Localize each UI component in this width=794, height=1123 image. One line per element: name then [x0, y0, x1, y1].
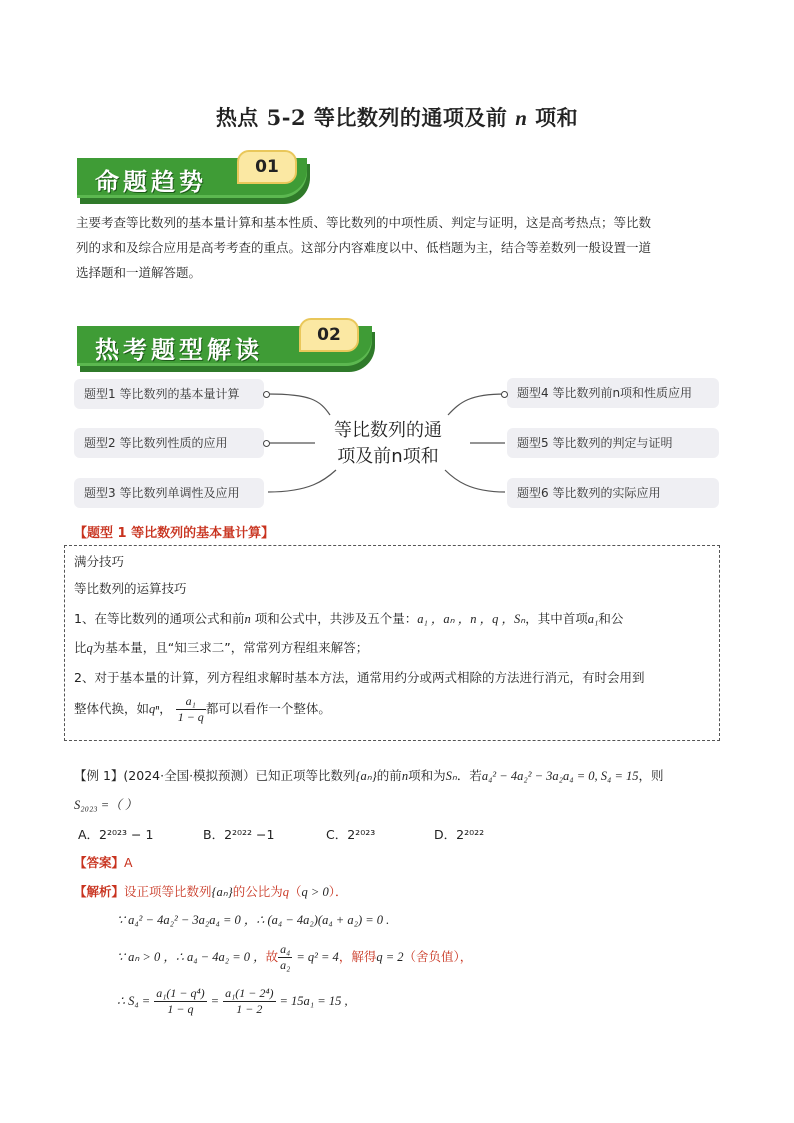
math: = q² = 4 [296, 950, 339, 964]
text: 故 [265, 949, 279, 964]
example-line-1 [74, 766, 664, 784]
option-d: D．2²⁰²² [434, 827, 485, 842]
connector-dot [263, 391, 270, 398]
math: ∵ aₙ > 0 ，∴ a₄ − 4a₂ = 0 ， [117, 950, 266, 964]
skill-box-line-2 [74, 638, 368, 656]
section-number: 01 [237, 150, 297, 184]
math: = [210, 994, 220, 1008]
mindmap-item-label: 题型3 等比数列单调性及应用 [84, 486, 240, 500]
intro-paragraph [76, 210, 726, 285]
text: 项和公式中，共涉及五个量： [250, 611, 418, 626]
analysis-line-4 [117, 986, 348, 1017]
answer [74, 853, 133, 871]
text: ）． [328, 884, 348, 899]
math: = 15a₁ = 15 , [279, 994, 348, 1008]
answer-label: 【答案】 [74, 855, 125, 870]
math: ∴ S₄ = [117, 994, 151, 1008]
section-label: 命题趋势 [95, 167, 207, 196]
title-prefix: 热点 5-2 等比数列的通项及前 [215, 105, 508, 130]
mindmap-item-type1 [74, 379, 264, 409]
text: 为基本量，且“知三求二”，常常列方程组来解答； [92, 640, 369, 655]
math-vars: a₁ ，aₙ ，n ，q ，Sₙ [417, 612, 526, 626]
intro-line: 选择题和一道解答题。 [76, 265, 202, 280]
denominator: 1 − q [177, 710, 204, 724]
text: （ [289, 884, 302, 899]
section-banner-trend [77, 158, 307, 204]
numerator: a₁(1 − q⁴) [156, 986, 205, 1000]
intro-line: 列的求和及综合应用是高考考查的重点。这部分内容难度以中、低档题为主，结合等差数列一般设置一道 [76, 240, 652, 255]
analysis-line-3 [117, 942, 472, 973]
math-var: a₁ [587, 612, 599, 626]
math-equation: a₄² − 4a₂² − 3a₂a₄ = 0, S₄ = 15 [481, 769, 639, 783]
math-var: q [86, 641, 93, 655]
skill-box-line-3: 2、对于基本量的计算，列方程组求解时基本方法，通常用约分或两式相除的方法进行消元，有时会用到 [74, 670, 645, 685]
mindmap-center-line: 等比数列的通 [334, 420, 442, 441]
option-a: A．2²⁰²³ − 1 [78, 827, 154, 842]
text: ，则 [638, 768, 664, 783]
mindmap-center-line: 项及前n项和 [337, 446, 439, 467]
math: {aₙ} [355, 769, 377, 783]
math-var: n [244, 612, 251, 626]
text: 【例 1】(2024·全国·模拟预测）已知正项等比数列 [74, 768, 356, 783]
math-var: qⁿ [149, 702, 160, 716]
connector-dot [501, 391, 508, 398]
mindmap-center [318, 418, 458, 470]
mindmap-item-type5 [507, 428, 719, 458]
answer-value: A [124, 855, 133, 870]
fraction [223, 986, 275, 1017]
denominator: 1 − 2 [236, 1002, 263, 1016]
text: 比 [74, 640, 87, 655]
text: 的公比为 [232, 884, 283, 899]
mindmap-item-type3 [74, 478, 264, 508]
skill-box-title: 满分技巧 [74, 554, 125, 569]
math-var: n [401, 769, 409, 783]
text: ，其中首项 [525, 611, 588, 626]
option-c: C．2²⁰²³ [326, 827, 376, 842]
mindmap-item-label: 题型4 等比数列前n项和性质应用 [517, 386, 693, 400]
mindmap-item-type6 [507, 478, 719, 508]
page-title [0, 102, 794, 132]
text: 整体代换，如 [74, 701, 150, 716]
math: q > 0 [301, 885, 329, 899]
mindmap-item-label: 题型1 等比数列的基本量计算 [84, 387, 240, 401]
mindmap-item-type2 [74, 428, 264, 458]
fraction [154, 986, 206, 1017]
mindmap-item-label: 题型6 等比数列的实际应用 [517, 486, 661, 500]
skill-box-subtitle: 等比数列的运算技巧 [74, 581, 187, 596]
denominator: a₂ [280, 958, 291, 972]
section-label: 热考题型解读 [95, 335, 263, 364]
mindmap-item-label: 题型2 等比数列性质的应用 [84, 436, 228, 450]
analysis-line-2: ∵ a₄² − 4a₂² − 3a₂a₄ = 0 ，∴ (a₄ − 4a₂)(a₄ + a₂) = 0 . [117, 913, 390, 927]
skill-box-line-4 [74, 694, 331, 725]
intro-line: 主要考查等比数列的基本量计算和基本性质、等比数列的中项性质、判定与证明，这是高考热点；等比数 [76, 215, 652, 230]
math: q = 2 [376, 950, 404, 964]
skill-box-line-1 [74, 609, 623, 627]
text: 项和为 [408, 768, 446, 783]
text: 的前 [376, 768, 402, 783]
math: {aₙ} [211, 885, 233, 899]
section-banner-types [77, 326, 372, 372]
fraction [278, 942, 292, 973]
denominator: 1 − q [167, 1002, 194, 1016]
title-suffix: 项和 [527, 105, 579, 130]
numerator: a₄ [280, 942, 291, 956]
math-var: Sₙ [445, 769, 457, 783]
text: ．若 [456, 768, 482, 783]
text: （舍负值）， [403, 949, 473, 964]
numerator: a₁ [176, 694, 206, 710]
fraction [176, 694, 206, 725]
type1-heading: 【题型 1 等比数列的基本量计算】 [74, 526, 275, 541]
numerator: a₁(1 − 2⁴) [225, 986, 274, 1000]
text: 1、在等比数列的通项公式和前 [74, 611, 245, 626]
title-variable: n [515, 106, 528, 130]
option-b: B．2²⁰²² −1 [203, 827, 275, 842]
text: 和公 [598, 611, 624, 626]
analysis-label: 【解析】 [74, 884, 125, 899]
example-question: S₂₀₂₃ =（ ） [74, 798, 138, 812]
mindmap-item-type4 [507, 378, 719, 408]
text: 设正项等比数列 [124, 884, 212, 899]
text: ， [159, 701, 172, 716]
text: 都可以看作一个整体。 [205, 701, 331, 716]
mindmap-item-label: 题型5 等比数列的判定与证明 [517, 436, 673, 450]
section-number: 02 [299, 318, 359, 352]
analysis-line-1 [74, 882, 348, 900]
math-var: q [282, 885, 290, 899]
text: ，解得 [338, 949, 377, 964]
connector-dot [263, 440, 270, 447]
